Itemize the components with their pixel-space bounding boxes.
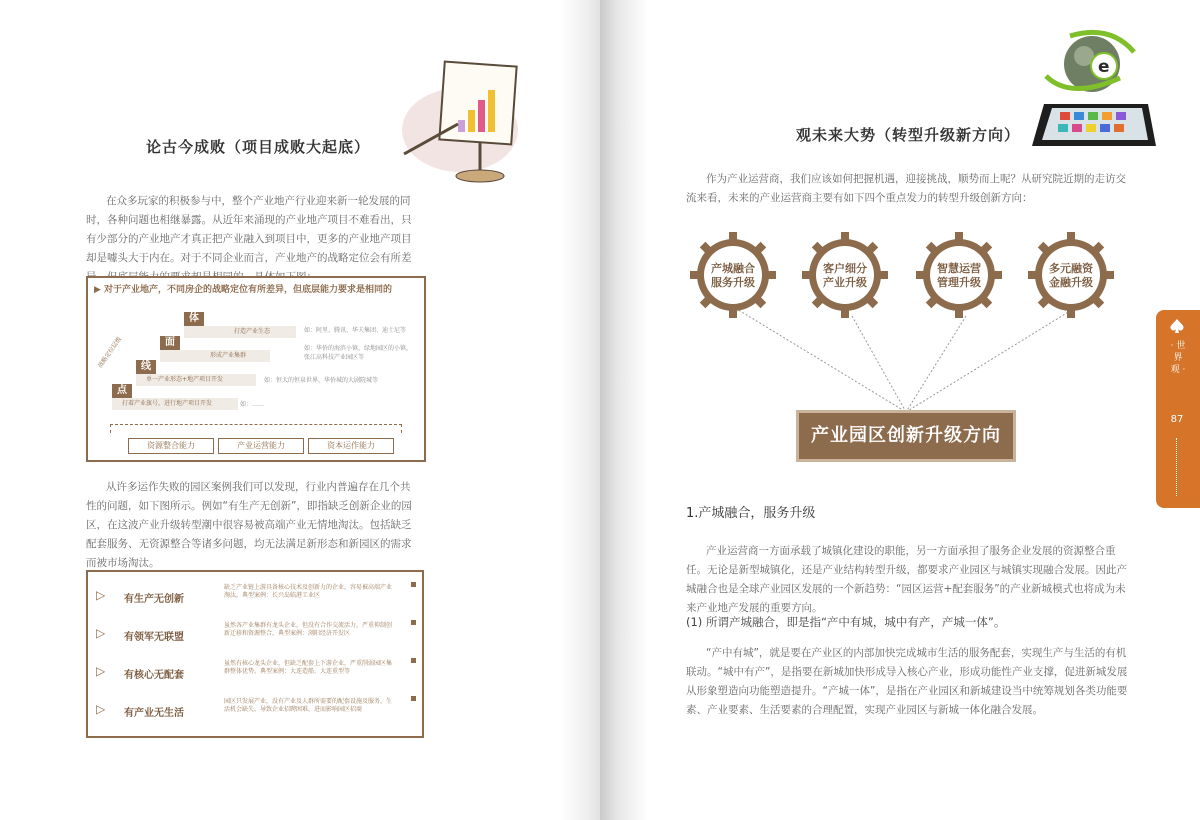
- problem-row: [88, 654, 422, 692]
- play-icon: ▷: [96, 588, 106, 602]
- side-tab-dots: [1176, 438, 1179, 496]
- spine-shadow-left: [560, 0, 600, 820]
- page-number: 87: [1170, 414, 1184, 425]
- spade-icon: [1168, 318, 1186, 334]
- step-mian: 面: [160, 336, 180, 350]
- left-paragraph-2: 从许多运作失败的园区案例我们可以发现，行业内普遍存在几个共性的问题，如下图所示。例如“有生产无创新”，即指缺乏创新企业的园区，在这波产业升级转型潮中很容易被高端产业无情地淘汰。包括缺乏配套服务、无资源整合等诸多问题，均无法满足新形态和新园区的需求而被市场淘汰。: [86, 481, 412, 569]
- play-icon: ▷: [96, 626, 106, 640]
- problem-row: [88, 578, 422, 616]
- gear-label-line: 产城融合: [711, 262, 755, 275]
- problem-name: 有生产无创新: [124, 594, 184, 605]
- capability-operation: 产业运营能力: [218, 438, 304, 454]
- banner-text: 产业园区创新升级方向: [811, 425, 1001, 446]
- play-icon: ▷: [96, 702, 106, 716]
- square-marker-icon: [411, 696, 416, 701]
- step-text-mian: 形成产业集群: [210, 352, 247, 359]
- gear-label-line: 多元融资: [1049, 262, 1093, 275]
- section-heading-1: 1.产城融合，服务升级: [686, 506, 816, 521]
- problem-name: 有产业无生活: [124, 708, 184, 719]
- capability-resource: 资源整合能力: [128, 438, 214, 454]
- tablet-illustration: [1030, 100, 1158, 150]
- step-note-mian: 如：华侨的海滨小镇、绿地园区的小镇，张江高科技产业园区等: [304, 345, 413, 361]
- gear-label-line: 金融升级: [1049, 276, 1093, 289]
- gear-label-2: [802, 262, 888, 290]
- problem-desc: 园区只发展产业，没有产业及人群所需要的配套设施及服务，生活机会缺失，导致企业招聘困难，进而影响园区招商: [224, 698, 393, 713]
- left-title: 论古今成败（项目成败大起底）: [146, 138, 371, 156]
- step-ti: 体: [184, 312, 204, 326]
- gear-label-line: 服务升级: [711, 276, 755, 289]
- right-title: 观未来大势（转型升级新方向）: [796, 126, 1021, 144]
- step-dian: 点: [112, 384, 132, 398]
- square-marker-icon: [411, 620, 416, 625]
- e-globe-logo: [1040, 26, 1140, 106]
- step-xian: 线: [136, 360, 156, 374]
- gear-label-3: [916, 262, 1002, 290]
- square-marker-icon: [411, 582, 416, 587]
- play-icon: ▷: [96, 664, 106, 678]
- subsection-1-text: “产中有城”，就是要在产业区的内部加快完成城市生活的服务配套，实现生产与生活的有机联动。“城中有产”，是指要在新城加快形成导入核心产业，形成功能性产业支撑，促进新城发展从形象塑造向功能塑造提升。“产城一体”，是指在产业园区和新城建设当中统筹规划各类功能要素、产业要素、生活要素的合理配置，实现产业园区与新城一体化融合发展。: [686, 647, 1128, 716]
- problem-desc: 虽然各产业集群有龙头企业，但没有合作交流活力，严重抑制创新迁移和资源整合，典型案例：浏阳经济开发区: [224, 622, 393, 637]
- strategy-diagram: [86, 276, 426, 462]
- left-paragraph-1: 在众多玩家的积极参与中，整个产业地产行业迎来新一轮发展的同时，各种问题也相继暴露。从近年来涌现的产业地产项目不难看出，只有少部分的产业地产才真正把产业融入到项目中，更多的产业地产项目却是噱头大于内在。对于不同企业而言，产业地产的战略定位会有所差: [86, 195, 412, 264]
- gear-connector-lines: [600, 300, 1200, 420]
- problems-table: [86, 570, 424, 738]
- gear-label-line: 智慧运营: [937, 262, 981, 275]
- right-intro: 作为产业运营商，我们应该如何把握机遇，迎接挑战，顺势而上呢？从研究院近期的走访交流来看，未来的产业运营商主要有如下四个重点发力的转型升级创新方向：: [686, 173, 1126, 204]
- gear-label-4: [1028, 262, 1114, 290]
- problem-name: 有领军无联盟: [124, 632, 184, 643]
- innovation-banner: [796, 410, 1016, 462]
- gear-label-line: 客户细分: [823, 262, 867, 275]
- step-note-ti: 如：阿里、腾讯、华夫集团、迪士尼等: [304, 327, 407, 334]
- capability-capital: 资本运作能力: [308, 438, 394, 454]
- problem-row: [88, 616, 422, 654]
- axis-label: 战略定位层级: [96, 335, 124, 370]
- flipchart-illustration: [400, 50, 530, 190]
- step-text-dian: 打着产业旗号，进行地产项目开发: [122, 400, 213, 407]
- problem-row: [88, 692, 422, 730]
- problem-name: 有核心无配套: [124, 670, 184, 681]
- capability-bracket: [110, 424, 402, 433]
- gear-label-line: 管理升级: [937, 276, 981, 289]
- logo-letter: e: [1098, 57, 1110, 77]
- section-1-text: 产业运营商一方面承载了城镇化建设的职能，另一方面承担了服务企业发展的资源整合重任。无论是新型城镇化，还是产业结构转型升级，都要求产业园区与城镇实现融合发展。因此产城融合也是全球产业园区发展的一个新趋势：“园区运营+配套服务”的产业新城模式也将成为未来产业地产发展的重要方向。: [686, 545, 1127, 614]
- square-marker-icon: [411, 658, 416, 663]
- subsection-heading-1: (1) 所谓产城融合，即是指“产中有城，城中有产，产城一体”。: [686, 615, 1006, 629]
- step-text-xian: 单一产业形态+地产项目开发: [146, 376, 224, 383]
- step-text-ti: 打造产业生态: [234, 328, 271, 335]
- step-note-dian: 如：……: [240, 401, 265, 408]
- diagram-title: ▶ 对于产业地产，不同房企的战略定位有所差异，但底层能力要求是相同的: [94, 285, 393, 295]
- problem-desc: 缺乏产业链上游具备核心技术及创新力的企业，容易被高端产业淘汰。典型案例：长兴岛临港工业区: [224, 584, 393, 599]
- side-tab-label: · 世 界 观 ·: [1170, 341, 1186, 375]
- step-note-xian: 如：恒大的恒泉世界、华侨城的大剧院城等: [264, 377, 379, 384]
- problem-desc: 虽然有核心龙头企业，但缺乏配套上下游企业，严重削弱园区集群整体优势。典型案例：大连造船、大连重型等: [224, 660, 393, 675]
- gear-label-line: 产业升级: [823, 276, 867, 289]
- gear-label-1: [690, 262, 776, 290]
